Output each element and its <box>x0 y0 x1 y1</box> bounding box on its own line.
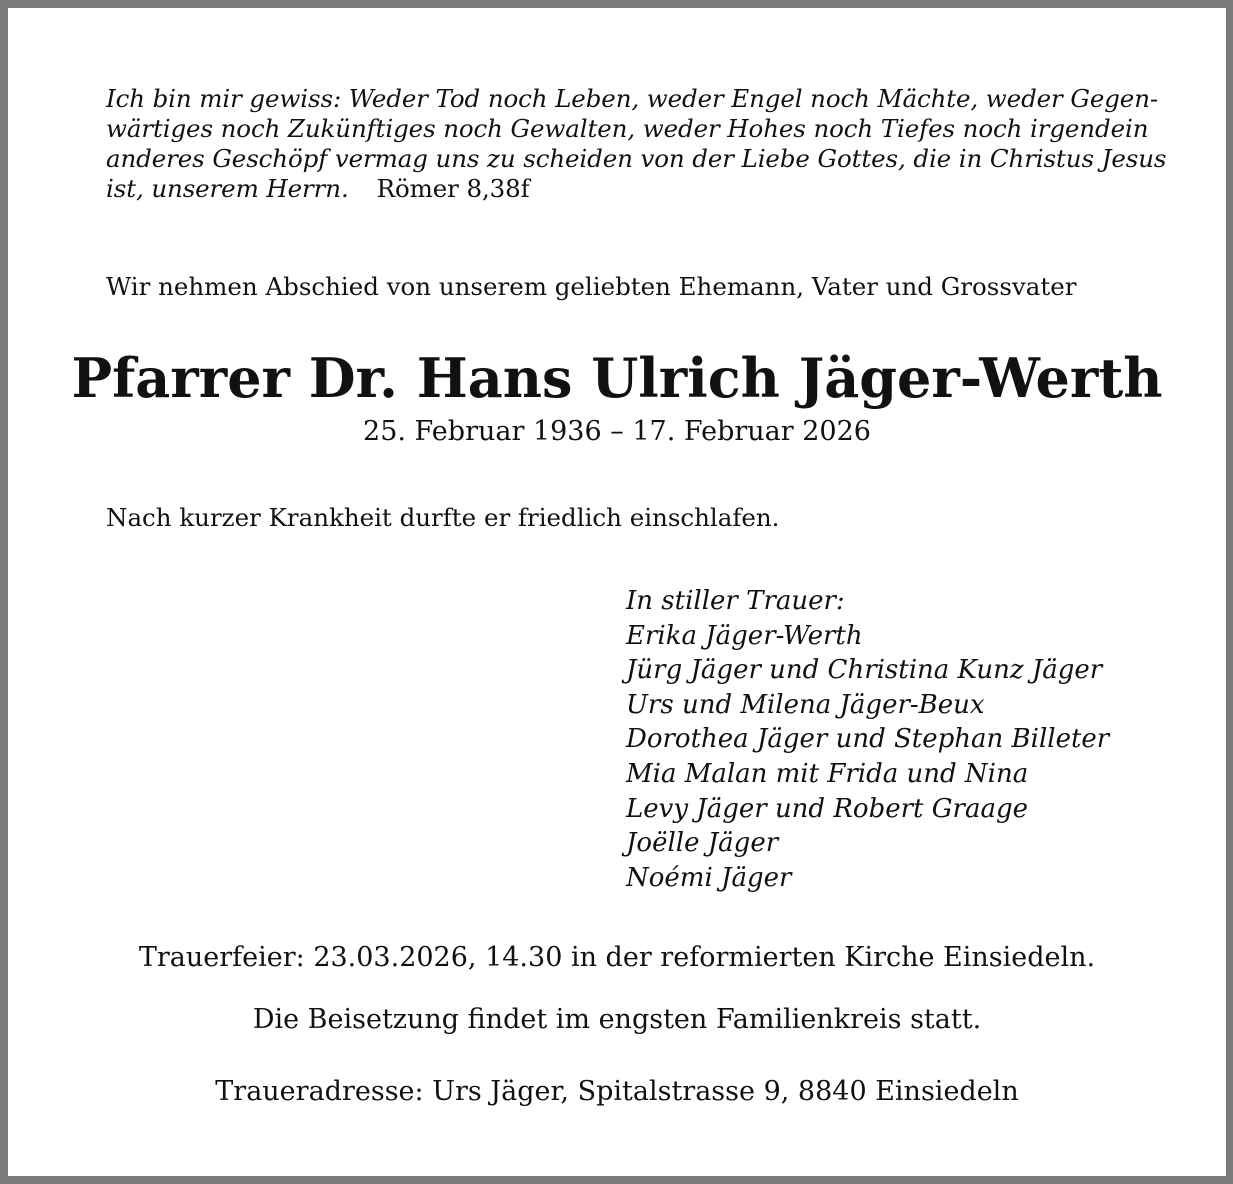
life-dates: 25. Februar 1936 – 17. Februar 2026 <box>363 416 871 447</box>
mourner-name: Jürg Jäger und Christina Kunz Jäger <box>626 655 1103 686</box>
mourners-heading: In stiller Trauer: <box>626 586 845 616</box>
burial-info: Die Beisetzung findet im engsten Familienkreis statt. <box>252 1004 982 1035</box>
passing-note: Nach kurzer Krankheit durfte er friedlich einschlafen. <box>106 503 780 532</box>
mourner-name: Urs und Milena Jäger-Beux <box>626 689 985 720</box>
verse-line: wärtiges noch Zukünftiges noch Gewalten, weder Hohes noch Tiefes noch irgendein <box>106 114 1149 143</box>
mourner-name: Erika Jäger-Werth <box>626 620 863 651</box>
mourning-address: Traueradresse: Urs Jäger, Spitalstrasse 9, 8840 Einsiedeln <box>215 1076 1019 1107</box>
verse-line-text: ist, unserem Herrn. <box>106 174 349 203</box>
viewer-frame-right <box>1226 0 1233 1184</box>
farewell-text: Wir nehmen Abschied von unserem geliebten Ehemann, Vater und Grossvater <box>106 272 1077 301</box>
verse-reference: Römer 8,38f <box>376 174 530 203</box>
mourner-name: Levy Jäger und Robert Graage <box>626 793 1028 824</box>
viewer-frame-bottom <box>0 1176 1233 1184</box>
mourner-name: Mia Malan mit Frida und Nina <box>626 758 1029 789</box>
verse-line: Ich bin mir gewiss: Weder Tod noch Leben, weder Engel noch Mächte, weder Gegen- <box>106 84 1159 113</box>
ceremony-info: Trauerfeier: 23.03.2026, 14.30 in der reformierten Kirche Einsiedeln. <box>138 942 1096 973</box>
mourner-name: Dorothea Jäger und Stephan Billeter <box>626 724 1110 755</box>
viewer-frame-top <box>0 0 1233 8</box>
verse-line: anderes Geschöpf vermag uns zu scheiden von der Liebe Gottes, die in Christus Jesus <box>106 144 1167 173</box>
viewer-frame-left <box>0 0 8 1184</box>
mourners-list <box>626 584 1109 895</box>
deceased-name: Pfarrer Dr. Hans Ulrich Jäger-Werth <box>71 346 1163 410</box>
mourner-name: Joëlle Jäger <box>626 828 779 859</box>
mourner-name: Noémi Jäger <box>626 862 792 893</box>
obituary-page <box>8 8 1226 1176</box>
verse-line-last <box>106 174 1146 204</box>
bible-verse <box>106 84 1167 204</box>
